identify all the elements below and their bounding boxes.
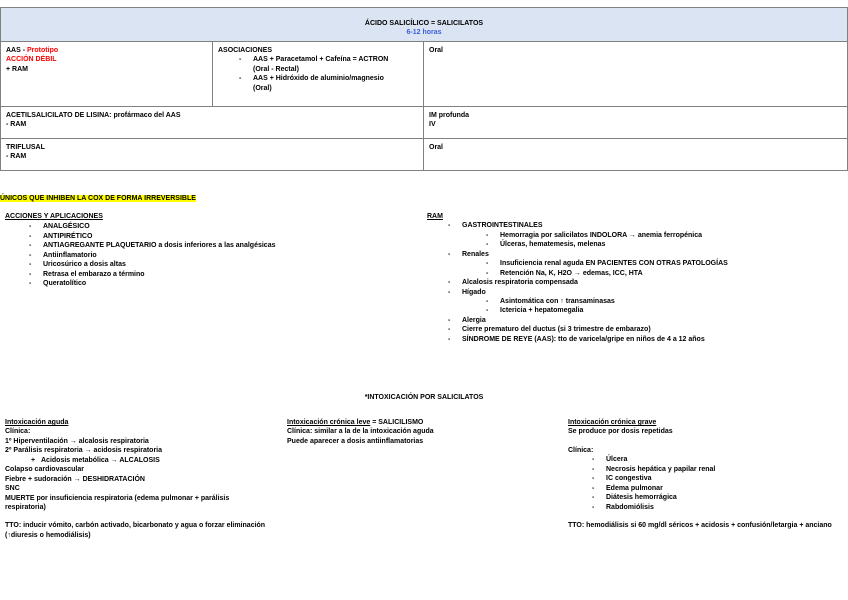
aguda-line: MUERTE por insuficiencia respiratoria (edema pulmonar + parálisis respiratoria) [5, 494, 230, 511]
aas-route: Oral [424, 42, 848, 107]
header-title: ÁCIDO SALICÍLICO = SALICILATOS [364, 20, 484, 27]
asociaciones-cell [213, 42, 424, 107]
cox-title: ÚNICOS QUE INHIBEN LA COX DE FORMA IRREVERSIBLE [0, 195, 196, 202]
ram-reye: - SÍNDROME DE REYE (AAS): tto de varicela/gripe en niños de 4 a 12 años [462, 335, 842, 344]
grave-tto: TTO: hemodiálisis si 60 mg/dl séricos + acidosis + confusión/letargia + anciano [568, 521, 832, 529]
asociacion-item: - AAS + Paracetamol + Cafeína = ACTRON [253, 55, 418, 64]
grave-title: Intoxicación crónica grave [568, 419, 657, 426]
aas-name: AAS - [6, 47, 26, 54]
lisina-route-2: IV [429, 121, 436, 129]
triflusal-ram: - RAM [6, 153, 27, 161]
ram-higado-item: - Ictericia + hepatomegalia [500, 306, 842, 315]
triflusal-route: Oral [424, 139, 848, 171]
ram-title: RAM [427, 213, 443, 220]
triflusal-cell [1, 139, 424, 171]
acciones-section [5, 212, 405, 289]
grave-line: Se produce por dosis repetidas [568, 428, 673, 436]
grave-section [568, 418, 843, 530]
lisina-name: ACETILSALICILATO DE LISINA: profármaco del AAS [6, 112, 181, 119]
aas-ram: + RAM [6, 65, 28, 73]
ram-section [427, 212, 842, 344]
accion-item: - Uricosúrico a dosis altas [43, 260, 405, 269]
aguda-line: Clínica: [5, 428, 31, 436]
ram-cierre: - Cierre prematuro del ductus (si 3 trimestre de embarazo) [462, 325, 842, 334]
lisina-ram: - RAM [6, 121, 27, 129]
aguda-plus: + Acidosis metabólica → ALCALOSIS [41, 457, 160, 464]
grave-item: - Necrosis hepática y papilar renal [606, 465, 843, 474]
accion-item: - Queratolítico [43, 279, 405, 288]
grave-item: - Rabdomiólisis [606, 503, 843, 512]
leve-title-rest: = SALICILISMO [370, 419, 424, 426]
accion-item: - Retrasa el embarazo a término [43, 270, 405, 279]
aguda-line: Colapso cardiovascular [5, 466, 84, 474]
lisina-route-1: IM profunda [429, 112, 470, 119]
table-header [1, 8, 848, 42]
drug-table [0, 7, 848, 171]
intox-title: *INTOXICACIÓN POR SALICILATOS [364, 394, 484, 401]
grave-item: - IC congestiva [606, 474, 843, 483]
asociacion-item-route: (Oral) [253, 84, 272, 92]
accion-debil-label: ACCIÓN DÉBIL [6, 56, 57, 64]
asociacion-item-route: (Oral - Rectal) [253, 65, 299, 73]
ram-higado: - Hígado [462, 288, 842, 297]
aguda-tto: TTO: inducir vómito, carbón activado, bicarbonato y agua o forzar eliminación (↑diuresis o hemodiálisis) [5, 522, 266, 539]
accion-item: - ANTIPIRÉTICO [43, 232, 405, 241]
aas-cell [1, 42, 213, 107]
asociaciones-title: ASOCIACIONES [218, 47, 273, 54]
ram-alergia: - Alergia [462, 316, 842, 325]
grave-clinica: Clínica: [568, 446, 594, 454]
ram-higado-item: - Asintomática con ↑ transaminasas [500, 297, 842, 306]
leve-line: Puede aparecer a dosis antiinflamatorias [287, 437, 424, 445]
asociacion-item: - AAS + Hidróxido de aluminio/magnesio [253, 74, 418, 83]
aguda-title: Intoxicación aguda [5, 419, 69, 426]
leve-title: Intoxicación crónica leve [287, 419, 371, 426]
grave-item: - Edema pulmonar [606, 484, 843, 493]
accion-item: - ANTIAGREGANTE PLAQUETARIO a dosis inferiores a las analgésicas [43, 241, 405, 250]
prototipo-label: Prototipo [27, 47, 59, 54]
ram-renales: - Renales [462, 250, 842, 259]
accion-item: - ANALGÉSICO [43, 222, 405, 231]
leve-line: Clínica: similar a la de la intoxicación aguda [287, 428, 434, 436]
lisina-cell [1, 107, 424, 139]
aguda-section [5, 418, 270, 540]
grave-item: - Úlcera [606, 455, 843, 464]
accion-item: - Antiinflamatorio [43, 251, 405, 260]
ram-gastro-item: - Hemorragia por salicilatos INDOLORA → anemia ferropénica [500, 231, 842, 240]
lisina-route-cell [424, 107, 848, 139]
aguda-line: 1º Hiperventilación → alcalosis respiratoria [5, 437, 149, 445]
leve-section [287, 418, 467, 446]
ram-gastro-item: - Úlceras, hematemesis, melenas [500, 240, 842, 249]
acciones-title: ACCIONES Y APLICACIONES [5, 213, 103, 220]
ram-gastro: - GASTROINTESTINALES [462, 221, 842, 230]
aguda-line: 2º Parálisis respiratoria → acidosis respiratoria [5, 447, 163, 455]
ram-renales-item: - Retención Na, K, H2O → edemas, ICC, HTA [500, 269, 842, 278]
triflusal-name: TRIFLUSAL [6, 144, 45, 151]
ram-alcalosis: - Alcalosis respiratoria compensada [462, 278, 842, 287]
ram-renales-item: - Insuficiencia renal aguda EN PACIENTES CON OTRAS PATOLOGÍAS [500, 259, 842, 268]
header-subtitle: 6-12 horas [406, 29, 442, 37]
aguda-line: SNC [5, 485, 20, 493]
aguda-line: Fiebre + sudoración → DESHIDRATACIÓN [5, 475, 145, 483]
grave-item: - Diátesis hemorrágica [606, 493, 843, 502]
